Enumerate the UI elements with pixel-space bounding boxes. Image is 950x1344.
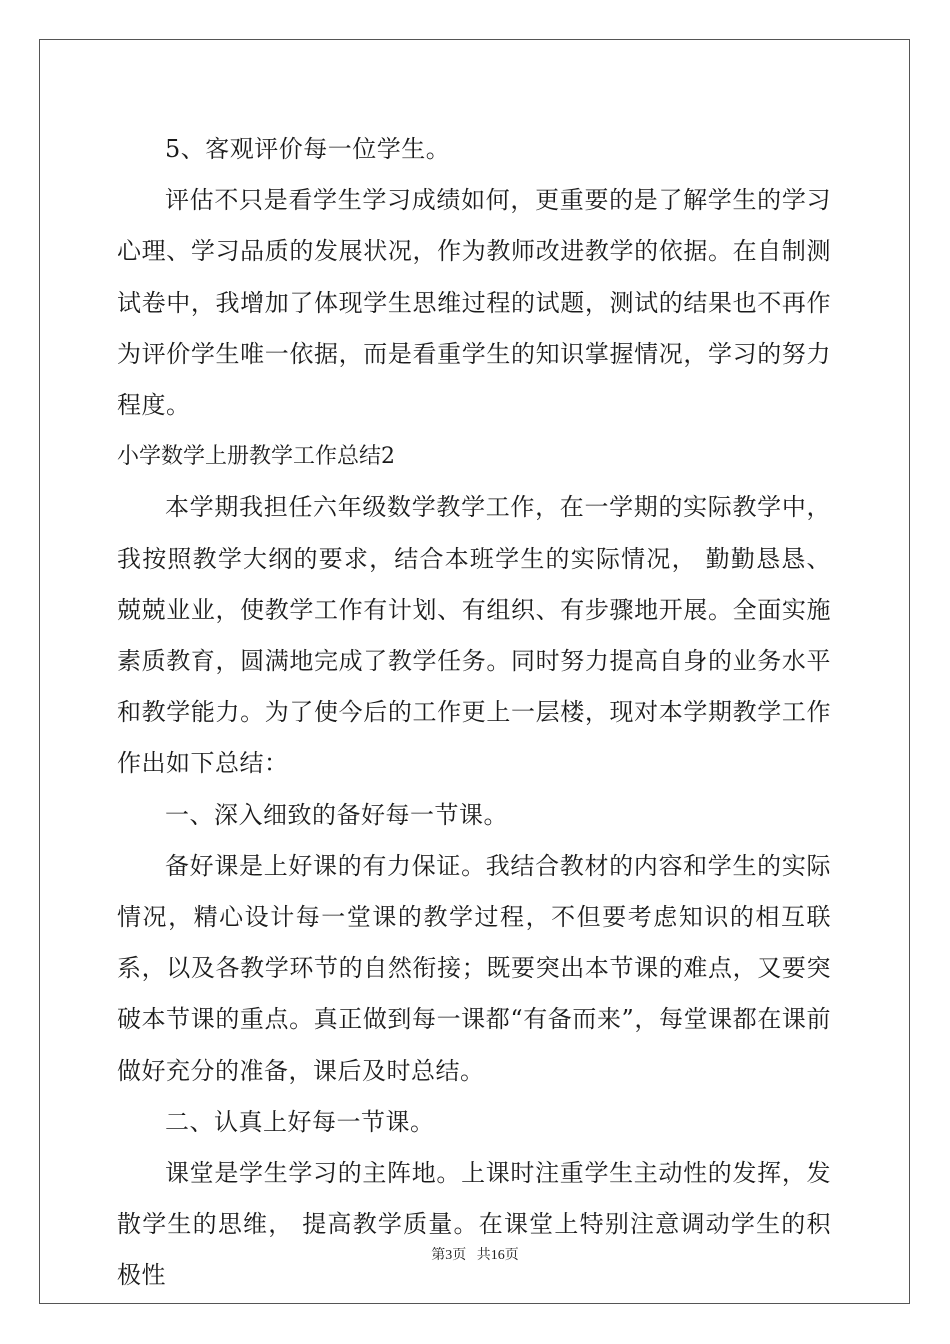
paragraph-assessment: 评估不只是看学生学习成绩如何，更重要的是了解学生的学习心理、学习品质的发展状况，作为教师改进教学的依据。在自制测试卷中，我增加了体现学生思维过程的试题，测试的结果也不再作为评价学生唯一依据，而是看重学生的知识掌握情况，学习的努力程度。 — [117, 186, 831, 420]
paragraph-point-2: 二、认真上好每一节课。 — [165, 1107, 435, 1136]
page-total: 共16页 — [476, 1248, 519, 1263]
section-title: 小学数学上册教学工作总结2 — [117, 444, 395, 470]
page-number: 第3页 — [431, 1248, 467, 1263]
paragraph-point-1: 一、深入细致的备好每一节课。 — [165, 800, 508, 829]
paragraph-item-5: 5、客观评价每一位学生。 — [165, 135, 451, 163]
paragraph-intro: 本学期我担任六年级数学教学工作，在一学期的实际教学中，我按照教学大纲的要求，结合本班学生的实际情况， 勤勤恳恳、兢兢业业，使教学工作有计划、有组织、有步骤地开展。全面实施素质教育，圆满地完成了教学任务。同时努力提高自身的业务水平和教学能力。为了使今后的工作更上一层楼，现对本学期教学工作作出如下总结： — [117, 493, 831, 778]
page-footer — [0, 1244, 950, 1264]
paragraph-classroom: 课堂是学生学习的主阵地。上课时注重学生主动性的发挥，发散学生的思维， 提高教学质量。在课堂上特别注意调动学生的积极性 — [117, 1159, 831, 1290]
paragraph-lesson-prep: 备好课是上好课的有力保证。我结合教材的内容和学生的实际情况，精心设计每一堂课的教学过程，不但要考虑知识的相互联系，以及各教学环节的自然衔接；既要突出本节课的难点，又要突破本节课的重点。真正做到每一课都“有备而来”，每堂课都在课前做好充分的准备，课后及时总结。 — [117, 851, 831, 1085]
document-body — [117, 124, 831, 1302]
